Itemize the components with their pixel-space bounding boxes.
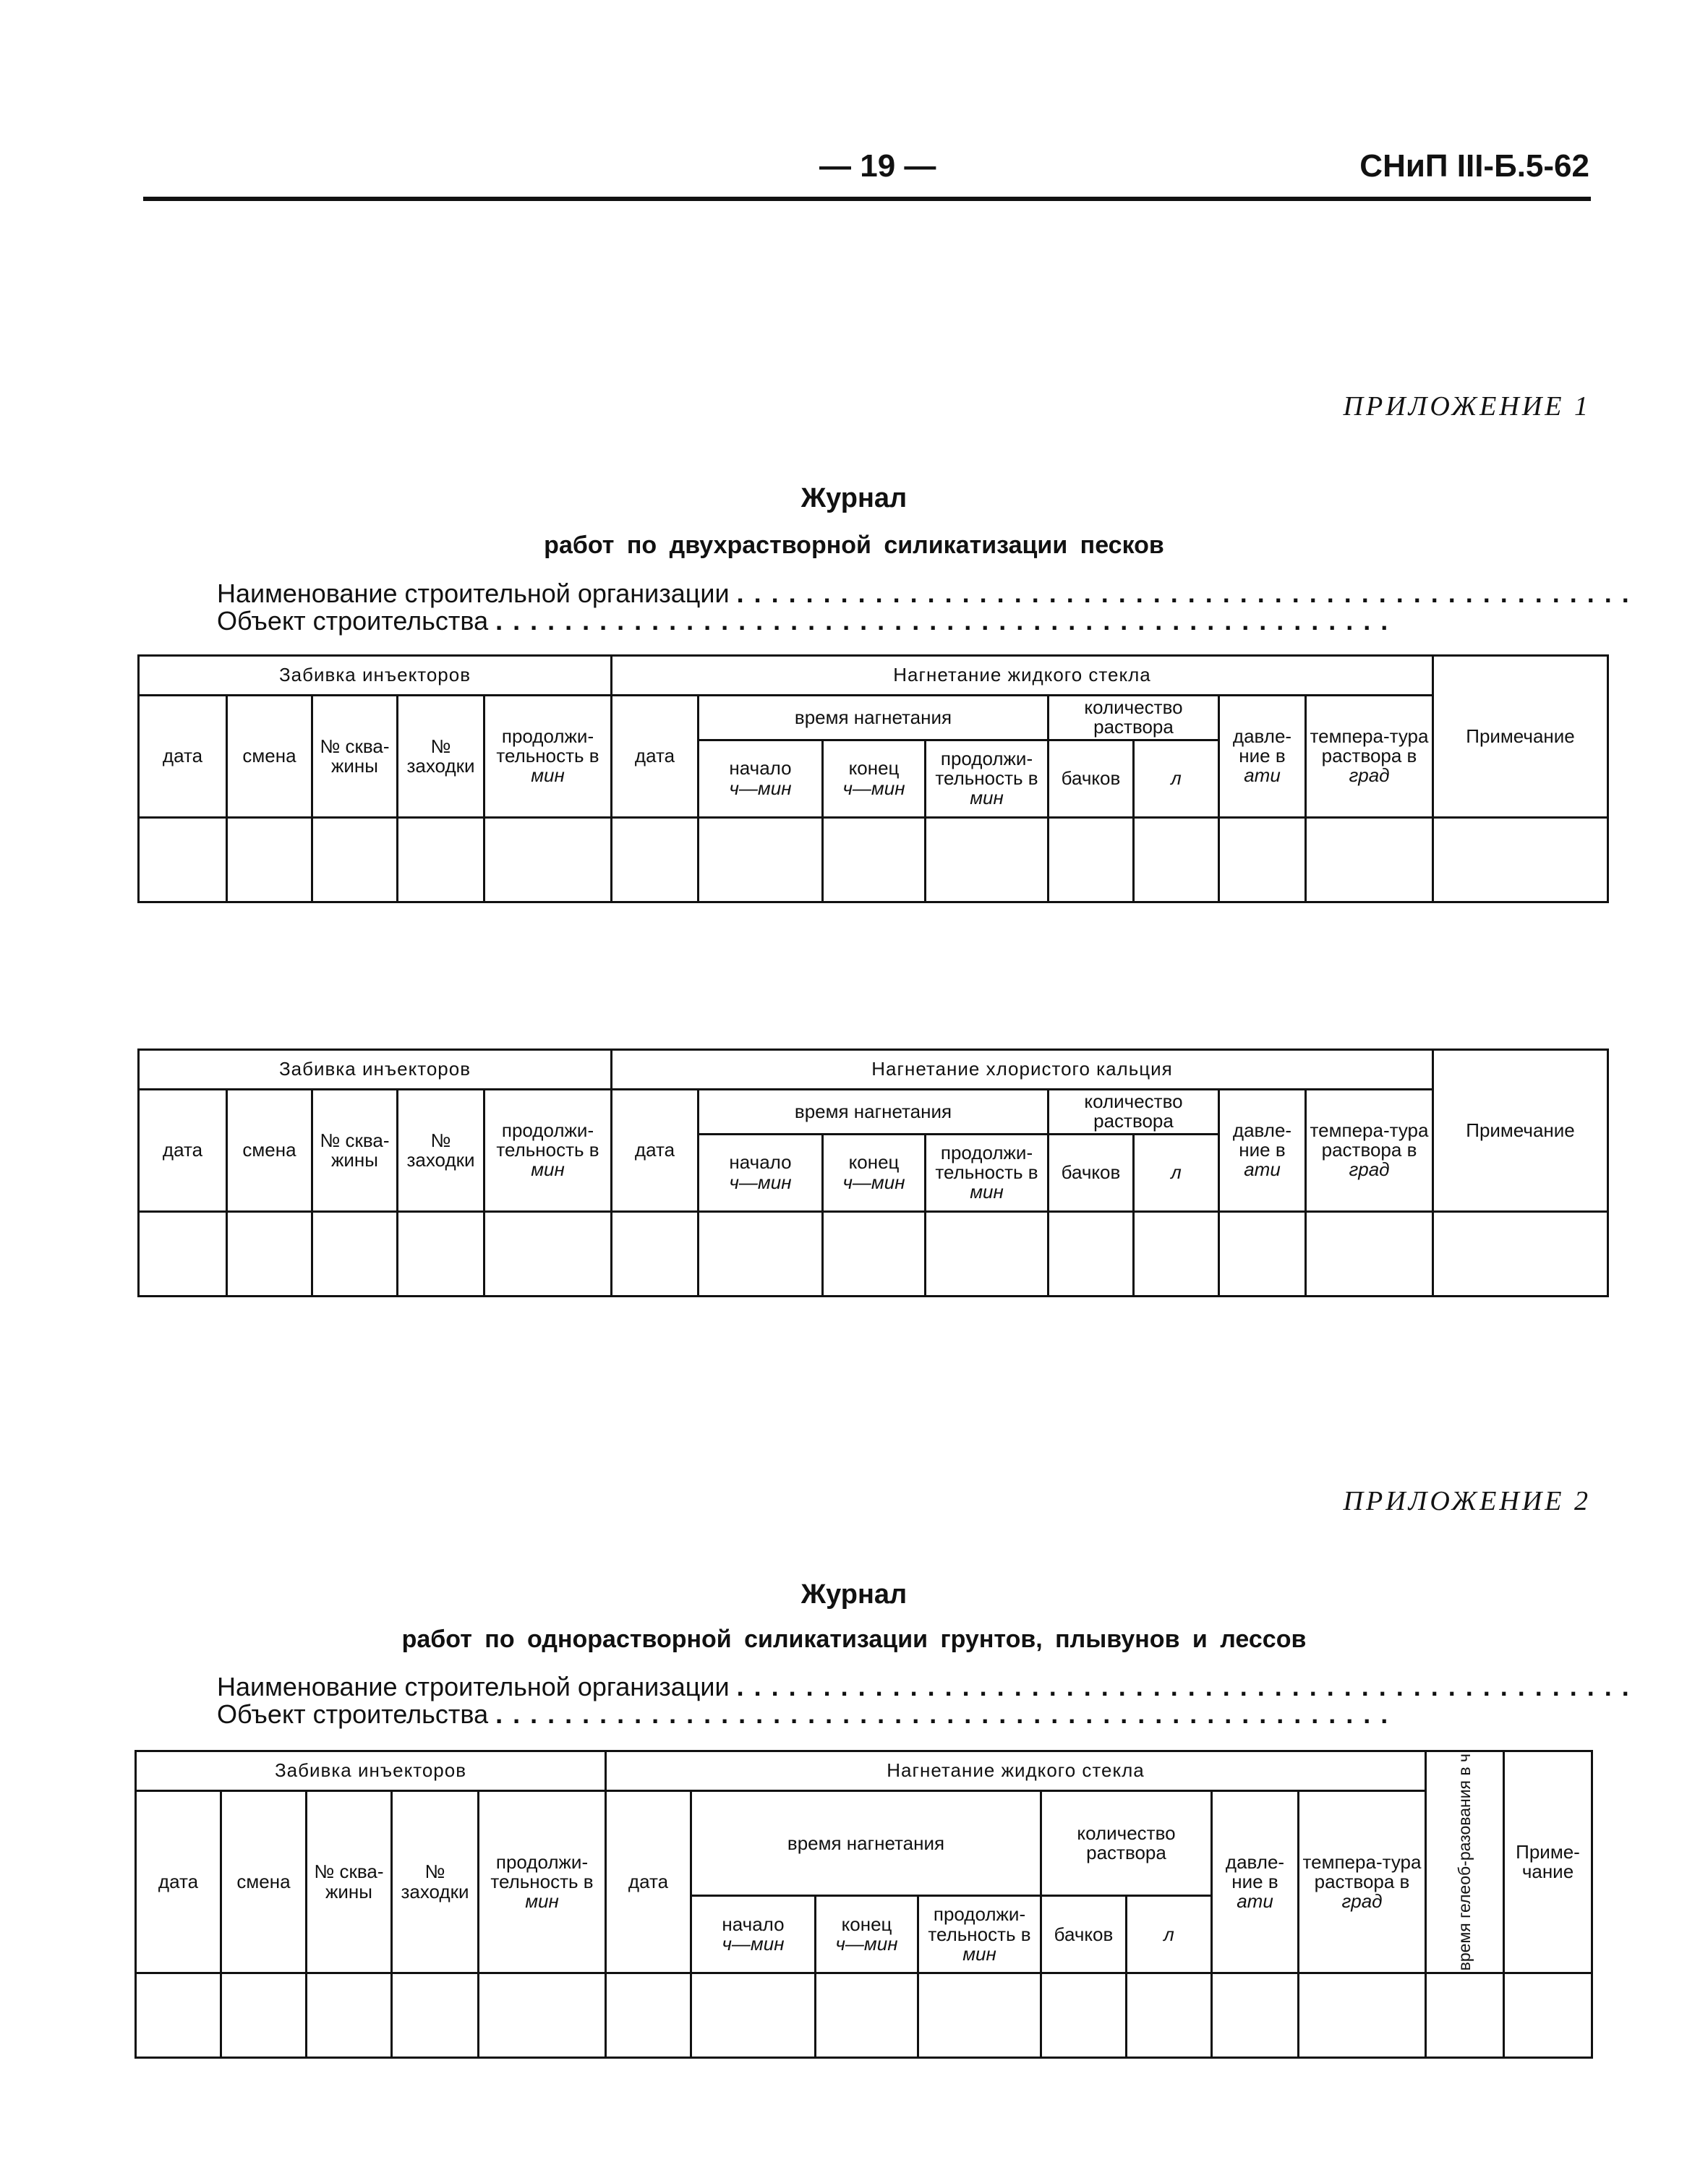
start-label: начало	[722, 1913, 785, 1936]
note-header: Примечание	[1433, 656, 1608, 818]
page-number: — 19 —	[819, 148, 936, 184]
end-header	[823, 740, 926, 817]
table-row	[136, 1973, 1592, 2058]
table-cell	[1306, 1211, 1433, 1296]
temperature-label: темпера-тура раствора в	[1310, 725, 1429, 767]
table-cell	[312, 817, 398, 902]
start-label: начало	[729, 1151, 792, 1174]
table-cell	[1049, 1211, 1134, 1296]
start-header	[691, 1896, 816, 1973]
start-label: начало	[729, 757, 792, 780]
inj-duration-label: продолжи-тельность в	[935, 1141, 1038, 1183]
solution-qty-header: количество раствора	[1049, 1090, 1219, 1135]
pressure-label: давле-ние в	[1225, 1850, 1285, 1893]
table-cell	[612, 1211, 699, 1296]
fill-in-dots: ....................................................	[736, 578, 1639, 608]
shift-header: смена	[227, 1090, 312, 1212]
duration-header	[484, 1090, 612, 1212]
inj-duration-header	[926, 1134, 1049, 1211]
pressure-label: давле-ние в	[1232, 1119, 1292, 1161]
injection-group-header: Нагнетание хлористого кальция	[612, 1050, 1433, 1090]
table-cell	[1212, 1973, 1299, 2058]
temperature-header	[1299, 1791, 1426, 1973]
temperature-header	[1306, 696, 1433, 818]
end-header	[823, 1134, 926, 1211]
org-name-label: Наименование строительной организации	[217, 578, 730, 608]
table-cell	[699, 817, 823, 902]
header-rule	[143, 197, 1591, 201]
duration-unit: мин	[531, 764, 565, 787]
org-name-field-2	[217, 1672, 1639, 1702]
injection-group-header: Нагнетание жидкого стекла	[606, 1751, 1426, 1791]
appendix-2-label: ПРИЛОЖЕНИЕ 2	[1343, 1486, 1591, 1516]
table-cell	[484, 817, 612, 902]
section-no-header: № заходки	[398, 696, 484, 818]
temperature-header	[1306, 1090, 1433, 1212]
liters-header: л	[1134, 1134, 1219, 1211]
liters-header: л	[1134, 740, 1219, 817]
table-cell	[227, 817, 312, 902]
date-header: дата	[139, 696, 227, 818]
temperature-unit: град	[1349, 764, 1390, 787]
journal-table-1	[137, 654, 1609, 903]
table-cell	[606, 1973, 691, 2058]
pressure-unit: ати	[1244, 764, 1281, 787]
table-cell	[612, 817, 699, 902]
table-cell	[1426, 1973, 1504, 2058]
injectors-group-header: Забивка инъекторов	[139, 656, 612, 696]
solution-qty-header: количество раствора	[1049, 696, 1219, 740]
fill-in-dots: ....................................................	[736, 1672, 1639, 1701]
shift-header: смена	[221, 1791, 307, 1973]
duration-label: продолжи-тельность в	[496, 1119, 599, 1161]
end-label: конец	[848, 757, 900, 780]
object-field-2	[217, 1699, 1511, 1730]
temperature-label: темпера-тура раствора в	[1310, 1119, 1429, 1161]
table-cell	[1049, 817, 1134, 902]
page-header	[143, 148, 1589, 199]
injection-time-header: время нагнетания	[699, 1090, 1049, 1135]
fill-in-dots: ....................................................	[495, 606, 1399, 636]
fill-in-dots: ....................................................	[495, 1699, 1399, 1729]
table-cell	[1041, 1973, 1127, 2058]
table-cell	[398, 817, 484, 902]
temperature-label: темпера-тура раствора в	[1302, 1850, 1422, 1893]
table-cell	[312, 1211, 398, 1296]
pressure-label: давле-ние в	[1232, 725, 1292, 767]
start-header	[699, 1134, 823, 1211]
table-cell	[139, 817, 227, 902]
injection-time-header: время нагнетания	[691, 1791, 1041, 1896]
date-header: дата	[139, 1090, 227, 1212]
note-header: Примечание	[1433, 1050, 1608, 1212]
tanks-header: бачков	[1049, 1134, 1134, 1211]
table-cell	[1134, 817, 1219, 902]
date-header: дата	[136, 1791, 221, 1973]
table-cell	[699, 1211, 823, 1296]
table-cell	[392, 1973, 479, 2058]
tanks-header: бачков	[1049, 740, 1134, 817]
table-row	[139, 1211, 1608, 1296]
table-cell	[1433, 817, 1608, 902]
duration-unit: мин	[531, 1158, 565, 1181]
table-cell	[221, 1973, 307, 2058]
end-unit: ч—мин	[842, 777, 905, 799]
section-no-header: № заходки	[398, 1090, 484, 1212]
start-unit: ч—мин	[722, 1933, 785, 1955]
table-cell	[823, 1211, 926, 1296]
pressure-header	[1219, 696, 1306, 818]
end-label: конец	[841, 1913, 892, 1936]
section-no-header: № заходки	[392, 1791, 479, 1973]
table-cell	[918, 1973, 1041, 2058]
pressure-header	[1212, 1791, 1299, 1973]
object-label: Объект строительства	[217, 1699, 489, 1729]
well-no-header: № сква-жины	[312, 1090, 398, 1212]
inj-duration-label: продолжи-тельность в	[928, 1903, 1031, 1945]
well-no-header: № сква-жины	[312, 696, 398, 818]
duration-header	[479, 1791, 606, 1973]
org-name-field-1	[217, 578, 1639, 609]
table-cell	[823, 817, 926, 902]
table-cell	[926, 817, 1049, 902]
shift-header: смена	[227, 696, 312, 818]
table-cell	[136, 1973, 221, 2058]
end-label: конец	[848, 1151, 900, 1174]
table-cell	[1219, 817, 1306, 902]
object-field-1	[217, 606, 1511, 636]
journal-2-subtitle: работ по однорастворной силикатизации грунтов, плывунов и лессов	[401, 1626, 1307, 1653]
journal-1-subtitle: работ по двухрастворной силикатизации песков	[544, 531, 1164, 559]
table-cell	[1127, 1973, 1212, 2058]
injection-date-header: дата	[606, 1791, 691, 1973]
journal-1-title: Журнал	[800, 483, 908, 513]
table-cell	[1219, 1211, 1306, 1296]
temperature-unit: град	[1341, 1890, 1383, 1913]
table-cell	[691, 1973, 816, 2058]
injection-group-header: Нагнетание жидкого стекла	[612, 656, 1433, 696]
injection-date-header: дата	[612, 1090, 699, 1212]
pressure-header	[1219, 1090, 1306, 1212]
table-cell	[1134, 1211, 1219, 1296]
start-header	[699, 740, 823, 817]
inj-duration-unit: мин	[970, 1181, 1004, 1203]
start-unit: ч—мин	[729, 777, 792, 799]
solution-qty-header: количество раствора	[1041, 1791, 1212, 1896]
table-cell	[1299, 1973, 1426, 2058]
gel-time-label: время гелеоб-разования в ч	[1454, 1754, 1474, 1971]
table-cell	[1433, 1211, 1608, 1296]
well-no-header: № сква-жины	[307, 1791, 392, 1973]
injectors-group-header: Забивка инъекторов	[139, 1050, 612, 1090]
duration-unit: мин	[525, 1890, 559, 1913]
table-cell	[227, 1211, 312, 1296]
journal-2-title: Журнал	[800, 1579, 908, 1610]
inj-duration-label: продолжи-тельность в	[935, 747, 1038, 789]
duration-label: продолжи-тельность в	[490, 1850, 594, 1893]
tanks-header: бачков	[1041, 1896, 1127, 1973]
document-code: СНиП III-Б.5-62	[1359, 148, 1589, 184]
gel-time-header	[1426, 1751, 1504, 1973]
injection-date-header: дата	[612, 696, 699, 818]
object-label: Объект строительства	[217, 606, 489, 636]
end-header	[816, 1896, 918, 1973]
table-cell	[926, 1211, 1049, 1296]
injection-time-header: время нагнетания	[699, 696, 1049, 740]
org-name-label: Наименование строительной организации	[217, 1672, 730, 1701]
pressure-unit: ати	[1244, 1158, 1281, 1181]
table-cell	[1306, 817, 1433, 902]
table-cell	[307, 1973, 392, 2058]
inj-duration-unit: мин	[970, 787, 1004, 809]
end-unit: ч—мин	[842, 1171, 905, 1193]
table-cell	[139, 1211, 227, 1296]
table-cell	[1504, 1973, 1592, 2058]
injectors-group-header: Забивка инъекторов	[136, 1751, 606, 1791]
table-cell	[398, 1211, 484, 1296]
appendix-1-label: ПРИЛОЖЕНИЕ 1	[1343, 391, 1591, 422]
duration-header	[484, 696, 612, 818]
table-row	[139, 817, 1608, 902]
end-unit: ч—мин	[835, 1933, 898, 1955]
liters-header: л	[1127, 1896, 1212, 1973]
journal-table-2	[137, 1049, 1609, 1297]
pressure-unit: ати	[1237, 1890, 1273, 1913]
duration-label: продолжи-тельность в	[496, 725, 599, 767]
journal-table-3	[134, 1750, 1593, 2059]
start-unit: ч—мин	[729, 1171, 792, 1193]
inj-duration-unit: мин	[962, 1943, 996, 1965]
inj-duration-header	[918, 1896, 1041, 1973]
table-cell	[484, 1211, 612, 1296]
note-header: Приме-чание	[1504, 1751, 1592, 1973]
table-cell	[816, 1973, 918, 2058]
table-cell	[479, 1973, 606, 2058]
inj-duration-header	[926, 740, 1049, 817]
temperature-unit: град	[1349, 1158, 1390, 1181]
